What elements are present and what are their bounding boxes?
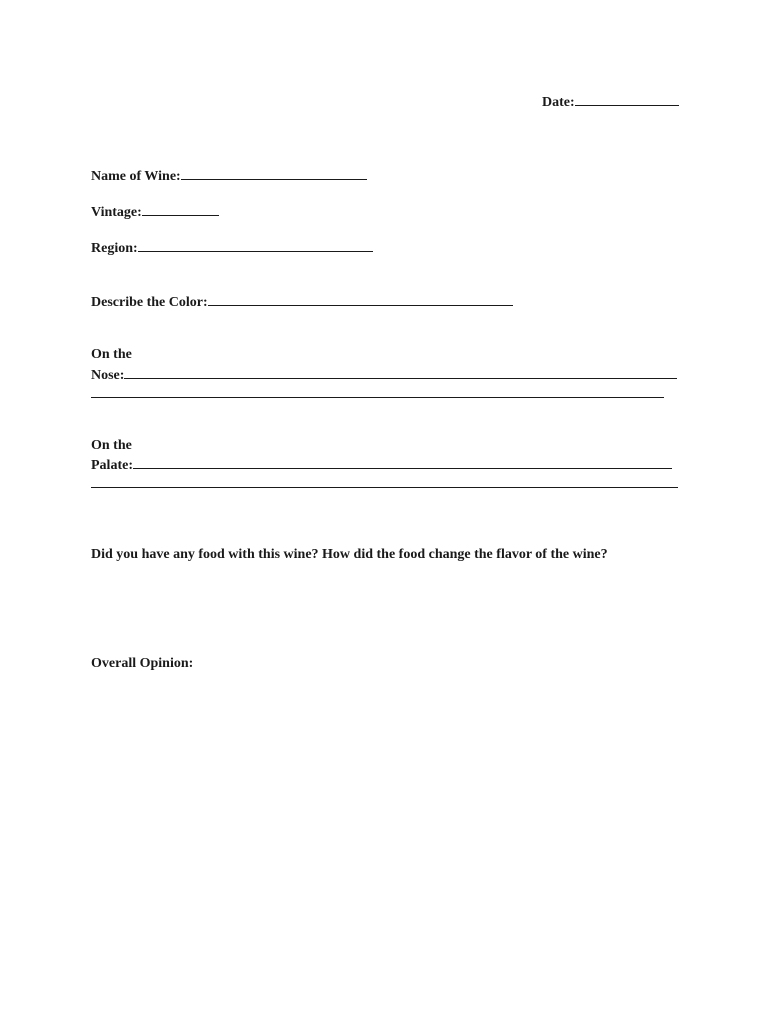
- nose-row: [91, 365, 677, 385]
- date-field[interactable]: [575, 92, 679, 106]
- wine-name-label: Name of Wine:: [91, 169, 181, 184]
- food-question: Did you have any food with this wine? How did the food change the flavor of the wine?: [91, 547, 608, 562]
- region-row: [91, 238, 373, 258]
- color-field[interactable]: [208, 292, 513, 306]
- nose-field-continuation[interactable]: [91, 397, 664, 398]
- nose-field[interactable]: [124, 365, 677, 379]
- palate-field[interactable]: [133, 455, 672, 469]
- region-field[interactable]: [138, 238, 373, 252]
- palate-label: Palate:: [91, 458, 133, 473]
- vintage-label: Vintage:: [91, 205, 142, 220]
- vintage-field[interactable]: [142, 202, 219, 216]
- region-label: Region:: [91, 241, 138, 256]
- palate-field-continuation[interactable]: [91, 487, 678, 488]
- palate-row: [91, 455, 672, 475]
- overall-opinion-label: Overall Opinion:: [91, 656, 194, 671]
- nose-label-line1: On the: [91, 347, 132, 362]
- color-label: Describe the Color:: [91, 295, 208, 310]
- vintage-row: [91, 202, 219, 222]
- wine-name-row: [91, 166, 367, 186]
- color-row: [91, 292, 513, 312]
- nose-label: Nose:: [91, 368, 125, 383]
- wine-name-field[interactable]: [181, 166, 367, 180]
- date-row: [542, 92, 679, 112]
- palate-label-line1: On the: [91, 438, 132, 453]
- date-label: Date:: [542, 95, 575, 110]
